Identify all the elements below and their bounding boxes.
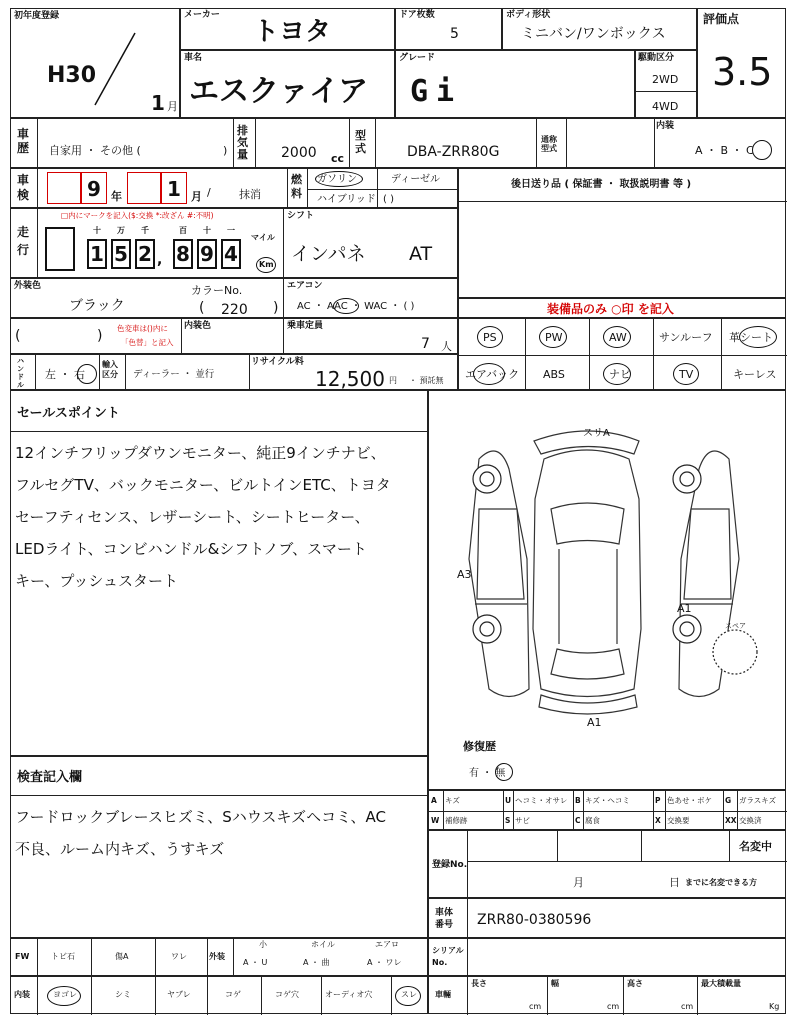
- dims-width: 幅: [551, 979, 559, 988]
- doors-cell: [395, 8, 502, 50]
- auction-sheet: [10, 8, 786, 1014]
- fw-item: トビ石: [51, 952, 75, 961]
- use-close: ): [223, 144, 228, 157]
- equip-pw: PW: [545, 331, 563, 344]
- int-item: コゲ: [225, 990, 241, 999]
- equip-sunroof: サンルーフ: [659, 331, 713, 344]
- mileage-note: □内にマークを記入($:交換 *:改ざん #:不明): [61, 211, 214, 220]
- legend-code: B: [575, 796, 581, 805]
- drive-4wd: 4WD: [652, 100, 679, 113]
- ext-color-label: 外装色: [14, 281, 42, 291]
- color-no-close: ): [273, 300, 279, 316]
- dims-height-unit: cm: [681, 1002, 694, 1011]
- sales-line: 12インチフリップダウンモニター、純正9インチナビ、: [15, 444, 386, 462]
- history-row: [10, 118, 786, 168]
- handle-circle: [77, 364, 97, 384]
- ext-color-value: ブラック: [69, 298, 125, 314]
- legend-code: P: [655, 796, 661, 805]
- equip-airbag-circle: [473, 363, 505, 385]
- odometer-digit: 1: [87, 239, 107, 269]
- legend-code: G: [725, 796, 732, 805]
- shift-label: シフト: [287, 211, 315, 221]
- diagram-label-left: A3: [457, 568, 472, 581]
- fw-item: ワレ: [171, 952, 187, 961]
- legend-meaning: サビ: [515, 816, 530, 825]
- inspection-row: [10, 168, 458, 208]
- recycle-yen: 円: [389, 376, 397, 385]
- mileage-row: [10, 208, 458, 278]
- ext-head: ホイル: [311, 940, 335, 949]
- history-label: 車歴: [17, 127, 30, 155]
- interior-mark-circle: [752, 140, 772, 160]
- maker-cell: [180, 8, 395, 50]
- int-item: スレ: [401, 990, 417, 999]
- shift-type: AT: [409, 243, 433, 265]
- handle-label: ハンドル: [17, 357, 24, 389]
- check-heading: 検査記入欄: [17, 770, 83, 785]
- sales-lines: [15, 443, 427, 603]
- fuel-other: ( ): [383, 194, 394, 205]
- equip-leather-circle: [739, 326, 777, 348]
- inspection-month-unit: 月: [191, 190, 202, 203]
- fw-label: FW: [15, 952, 30, 961]
- legend-meaning: キズ: [445, 796, 460, 805]
- mileage-label: 走行: [17, 225, 30, 257]
- common-model-label: 通称型式: [541, 135, 557, 153]
- chassis-box: [428, 898, 786, 938]
- int-item: オーディオ穴: [325, 990, 373, 999]
- ext-val: A ・ 曲: [303, 958, 330, 967]
- sales-line: LEDライト、コンビハンドル&シフトノブ、スマート: [15, 540, 367, 558]
- body-label: ボディ形状: [506, 10, 551, 20]
- ac-value: AC ・ AAC ・ WAC ・ ( ): [297, 301, 415, 312]
- equip-tv-circle: [673, 363, 699, 385]
- inspection-year-unit: 年: [111, 190, 122, 203]
- place-label: 十: [93, 226, 101, 235]
- check-line: 不良、ルーム内キズ、うすキズ: [15, 840, 225, 858]
- grade-value: Gi: [410, 74, 463, 109]
- grade-cell: [395, 50, 635, 118]
- dims-load: 最大積載量: [701, 979, 741, 988]
- recycle-value: 12,500: [315, 367, 385, 391]
- ext-val: A ・ U: [243, 958, 268, 967]
- dims-length: 長さ: [471, 979, 487, 988]
- int-color-label: 内装色: [184, 321, 212, 331]
- equip-ps: PS: [483, 331, 497, 344]
- change-note-2: 「色替」と記入: [121, 338, 174, 347]
- ext-val: A ・ ワレ: [367, 958, 402, 967]
- capacity-unit: 人: [441, 340, 452, 353]
- score-label: 評価点: [703, 12, 740, 26]
- int-item: ヤブレ: [167, 990, 191, 999]
- inspection-slash: /: [207, 186, 211, 199]
- legend-meaning: 交換要: [667, 816, 690, 825]
- int-item: コゲ穴: [275, 990, 299, 999]
- import-label: 輸入区分: [102, 360, 118, 379]
- unit-km: Km: [259, 260, 274, 269]
- int-item-circle: [47, 986, 81, 1006]
- legend-meaning: 交換済: [739, 816, 762, 825]
- legend-meaning: ガラスキズ: [739, 796, 777, 805]
- odometer-digit: 8: [173, 239, 193, 269]
- chassis-value: ZRR80-0380596: [477, 912, 592, 928]
- ext-head: 小: [259, 940, 267, 949]
- dims-box: [428, 976, 786, 1014]
- int-row: [10, 976, 428, 1014]
- first-reg-year: H30: [47, 63, 97, 88]
- equip-airbag: エアバック: [465, 368, 520, 381]
- legend-code: C: [575, 816, 581, 825]
- color-no-value: 220: [221, 302, 248, 318]
- int-item: ヨゴレ: [53, 990, 77, 999]
- check-line: フードロックブレースヒズミ、Sハウスキズヘコミ、AC: [15, 808, 386, 826]
- sales-box: [10, 390, 428, 756]
- doors-label: ドア枚数: [399, 10, 435, 20]
- unit-mile: マイル: [251, 233, 275, 242]
- color-no-open: (: [199, 300, 205, 316]
- model-value: DBA-ZRR80G: [407, 144, 500, 160]
- odometer-digit: 2: [135, 239, 155, 269]
- sales-heading: セールスポイント: [17, 406, 120, 421]
- body-value: ミニバン/ワンボックス: [521, 26, 666, 42]
- first-reg-month-unit: 月: [167, 100, 178, 113]
- equip-pw-circle: [539, 326, 567, 348]
- legend-meaning: ヘコミ・オサレ: [515, 796, 568, 805]
- diagram-label-top: スリA: [583, 428, 610, 439]
- thousand-separator: ,: [157, 252, 163, 268]
- equip-heading-cell: [458, 298, 786, 318]
- diagram-label-bottom: A1: [587, 716, 602, 729]
- place-label: 千: [141, 226, 149, 235]
- drive-2wd: 2WD: [652, 73, 679, 86]
- mileage-blank-box: [45, 227, 75, 271]
- change-close: ): [97, 328, 103, 344]
- drive-cell: [635, 50, 697, 118]
- use-value: 自家用 ・ その他 (: [49, 144, 141, 157]
- inspection-year: 9: [87, 177, 101, 201]
- legend-meaning: 色あせ・ボケ: [667, 796, 712, 805]
- model-label: 型式: [355, 129, 366, 155]
- check-box: [10, 756, 428, 938]
- grade-label: グレード: [399, 53, 436, 63]
- displacement-label: 排気量: [237, 124, 248, 161]
- legend-code: W: [431, 816, 440, 825]
- body-cell: [502, 8, 697, 50]
- ext-head: エアロ: [375, 940, 399, 949]
- drive-label: 駆動区分: [638, 53, 675, 63]
- inspection-year-box: [81, 172, 107, 204]
- interior-grades: A ・ B ・ C: [695, 144, 754, 157]
- docs-cell: [458, 168, 786, 298]
- equip-navi-circle: [603, 363, 631, 385]
- equipment-grid: [458, 318, 786, 390]
- odometer-digit: 4: [221, 239, 241, 269]
- legend-meaning: 腐食: [585, 816, 600, 825]
- fw-row: [10, 938, 428, 976]
- dims-label: 車輛: [435, 990, 451, 999]
- repair-label: 修復歴: [463, 740, 496, 753]
- legend-code: S: [505, 816, 511, 825]
- inspection-month-box: [161, 172, 187, 204]
- capacity-label: 乗車定員: [287, 321, 324, 331]
- dims-width-unit: cm: [607, 1002, 620, 1011]
- fuel-gas-circle: [315, 171, 363, 187]
- ext-label: 外装: [209, 952, 225, 961]
- fw-item: 傷A: [115, 952, 129, 961]
- carname-label: 車名: [184, 53, 203, 63]
- sales-line: キー、プッシュスタート: [15, 572, 179, 590]
- place-label: 百: [179, 226, 187, 235]
- fuel-label: 燃料: [291, 173, 302, 200]
- capacity-value: 7: [421, 336, 430, 352]
- dims-length-unit: cm: [529, 1002, 542, 1011]
- color-row: [10, 278, 458, 318]
- first-reg-cell: [10, 8, 180, 118]
- repair-value: 有 ・ 無: [469, 768, 506, 779]
- first-reg-slash: [91, 29, 141, 109]
- diagram-label-right: A1: [677, 602, 692, 615]
- fuel-gas: ガソリン: [317, 174, 357, 185]
- legend-meaning: 補修跡: [445, 816, 468, 825]
- import-value: ディーラー ・ 並行: [133, 369, 215, 380]
- check-lines: [15, 807, 427, 871]
- equip-aw-circle: [603, 326, 631, 348]
- odometer-digit: 9: [197, 239, 217, 269]
- displacement-value: 2000: [281, 145, 317, 161]
- reg-day: 日: [669, 876, 680, 889]
- repair-circle: [495, 763, 513, 781]
- int-item: シミ: [115, 990, 131, 999]
- equip-navi: ナビ: [609, 368, 631, 381]
- inspection-label: 車検: [17, 173, 30, 202]
- maker-value: トヨタ: [253, 17, 332, 47]
- carname-cell: [180, 50, 395, 118]
- sales-line: フルセグTV、バックモニター、ビルトインETC、トヨタ: [15, 476, 391, 494]
- dims-height: 高さ: [627, 979, 643, 988]
- equip-heading: 装備品のみ ○印 を記入: [547, 302, 674, 316]
- unit-km-circle: [256, 257, 276, 273]
- dims-load-unit: Kg: [769, 1002, 780, 1011]
- fuel-diesel: ディーゼル: [391, 174, 440, 185]
- reg-box: [428, 830, 786, 898]
- maker-label: メーカー: [184, 10, 220, 20]
- first-reg-label: 初年度登録: [14, 11, 60, 21]
- legend-code: A: [431, 796, 437, 805]
- legend-code: U: [505, 796, 512, 805]
- serial-box: [428, 938, 786, 976]
- car-diagram: [429, 399, 785, 729]
- place-label: 万: [117, 226, 125, 235]
- int-item-circle: [395, 986, 421, 1006]
- docs-label: 後日送り品 ( 保証書 ・ 取扱説明書 等 ): [511, 179, 692, 190]
- change-open: (: [15, 328, 21, 344]
- int-label: 内装: [14, 990, 30, 999]
- diagram-box: [428, 390, 786, 790]
- legend-meaning: キズ・ヘコミ: [585, 796, 630, 805]
- serial-label: シリアルNo.: [432, 946, 464, 967]
- equip-ps-circle: [477, 326, 503, 348]
- place-label: 十: [203, 226, 211, 235]
- recycle-label: リサイクル料: [251, 357, 304, 367]
- inspection-month: 1: [167, 177, 181, 201]
- equip-aw: AW: [609, 331, 627, 344]
- reg-label: 登録No.: [432, 860, 468, 870]
- chassis-label: 車体番号: [435, 908, 454, 930]
- handle-row: [10, 354, 458, 390]
- score-cell: [697, 8, 786, 118]
- equip-abs: ABS: [543, 368, 565, 381]
- change-note-1: 色変車は()内に: [117, 324, 168, 333]
- reg-month: 月: [573, 876, 584, 889]
- displacement-unit: cc: [331, 152, 345, 165]
- color-no-label: カラーNo.: [191, 284, 243, 297]
- shift-pos: インパネ: [291, 243, 366, 265]
- score-value: 3.5: [712, 50, 773, 94]
- recycle-deposit: ・ 預託無: [409, 376, 444, 385]
- place-label: 一: [227, 226, 235, 235]
- fuel-hybrid: ハイブリッド: [317, 194, 376, 205]
- reg-deadline: までに名変できる方: [685, 878, 757, 887]
- ac-circle: [333, 298, 359, 314]
- cancel-label: 抹消: [239, 188, 261, 201]
- equip-tv: TV: [679, 368, 694, 381]
- odometer-digit: 5: [111, 239, 131, 269]
- carname-value: エスクァイア: [189, 74, 369, 109]
- ac-label: エアコン: [287, 281, 323, 291]
- diagram-label-spare: スペア: [725, 622, 746, 630]
- sales-line: セーフティセンス、レザーシート、シートヒーター、: [15, 508, 370, 526]
- doors-value: 5: [450, 26, 459, 42]
- interior-label: 内装: [656, 121, 675, 131]
- int-color-row: [10, 318, 458, 354]
- first-reg-month: 1: [151, 91, 165, 115]
- legend-code: XX: [725, 816, 737, 825]
- name-change: 名変中: [739, 840, 772, 853]
- damage-legend: [428, 790, 786, 830]
- equip-leather: 革シート: [729, 331, 773, 344]
- legend-code: X: [655, 816, 661, 825]
- equip-keyless: キーレス: [733, 368, 777, 381]
- handle-value: 左 ・ 右: [45, 368, 85, 381]
